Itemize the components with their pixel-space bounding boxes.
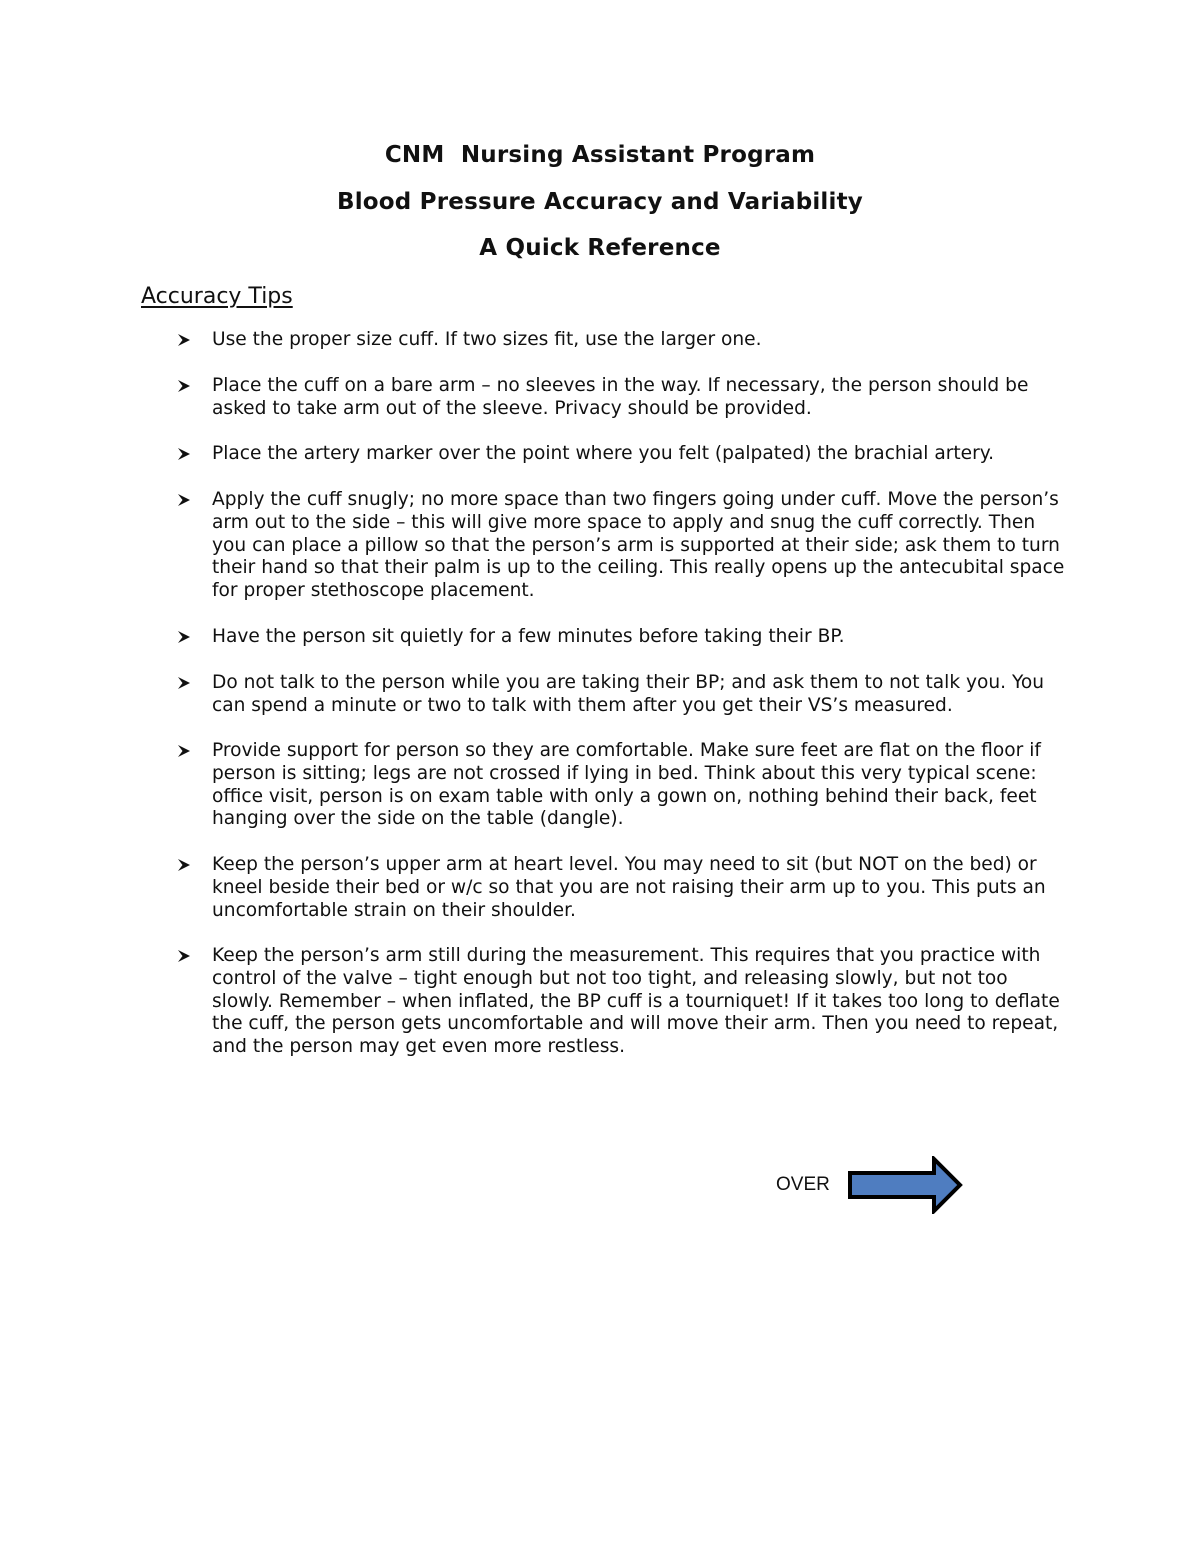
arrowhead-bullet-icon [176, 489, 192, 511]
tip-text: Apply the cuff snugly; no more space than two fingers going under cuff. Move the person’s arm out to the side – this will give more space to apply and snug the cuff correctly. Then you can place a pillow so that the person’s arm is supported at their side; ask them to turn their hand so that their palm is up to the ceiling. This really opens up the antecubital space for proper stethoscope placement. [212, 489, 1065, 602]
arrowhead-bullet-icon [176, 329, 192, 351]
tip-text: Place the cuff on a bare arm – no sleeves in the way. If necessary, the person should be asked to take arm out of the sleeve. Privacy should be provided. [212, 375, 1029, 419]
arrowhead-bullet-icon [176, 672, 192, 694]
arrowhead-bullet-icon [176, 443, 192, 465]
over-label: OVER [776, 1174, 830, 1195]
document-subtitle: A Quick Reference [479, 235, 721, 261]
arrowhead-bullet-icon [176, 854, 192, 876]
tip-text: Do not talk to the person while you are taking their BP; and ask them to not talk you. You can spend a minute or two to talk with them after you get their VS’s measured. [212, 672, 1045, 716]
tip-text: Use the proper size cuff. If two sizes fit, use the larger one. [212, 329, 762, 350]
right-arrow-icon [846, 1156, 966, 1214]
tip-text: Keep the person’s arm still during the measurement. This requires that you practice with control of the valve – tight enough but not too tight, and releasing slowly, but not too slowly. Remember – when inflated, the BP cuff is a tourniquet! If it takes too long to deflate the cuff, the person gets uncomfortable and will move their arm. Then you need to repeat, and the person may get even more restless. [212, 945, 1060, 1058]
arrowhead-bullet-icon [176, 740, 192, 762]
tip-text: Have the person sit quietly for a few minutes before taking their BP. [212, 626, 845, 647]
tip-text: Keep the person’s upper arm at heart level. You may need to sit (but NOT on the bed) or kneel beside their bed or w/c so that you are not raising their arm up to you. This puts an uncomfortable strain on their shoulder. [212, 854, 1046, 921]
section-heading-accuracy-tips: Accuracy Tips [141, 284, 293, 309]
arrow-shape [850, 1159, 960, 1211]
arrowhead-bullet-icon [176, 626, 192, 648]
document-title: Blood Pressure Accuracy and Variability [336, 189, 863, 215]
tip-text: Place the artery marker over the point where you felt (palpated) the brachial artery. [212, 443, 995, 464]
arrowhead-bullet-icon [176, 945, 192, 967]
arrowhead-bullet-icon [176, 375, 192, 397]
tip-text: Provide support for person so they are comfortable. Make sure feet are flat on the floor if person is sitting; legs are not crossed if lying in bed. Think about this very typical scene: office visit, person is on exam table with only a gown on, nothing behind their back, feet hanging over the side on the table (dangle). [212, 740, 1041, 830]
program-title: CNM Nursing Assistant Program [384, 142, 816, 168]
